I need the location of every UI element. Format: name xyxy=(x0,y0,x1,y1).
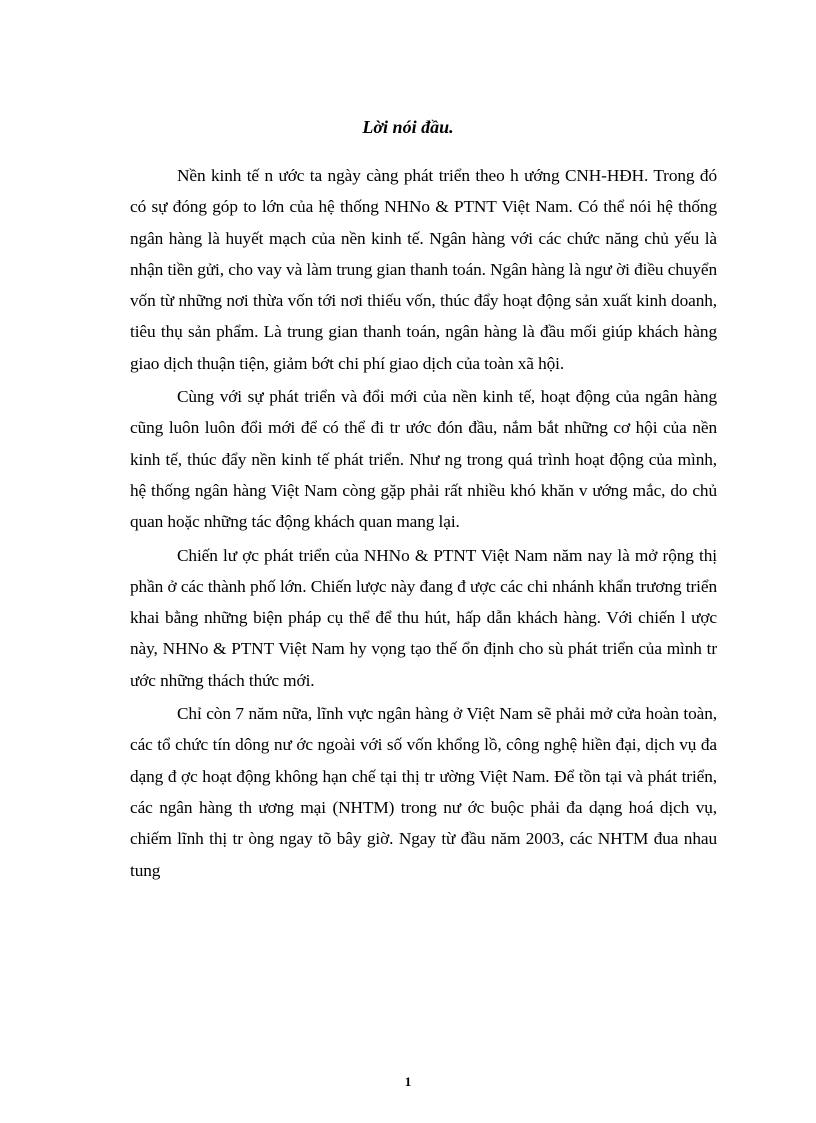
page-number: 1 xyxy=(404,1074,412,1089)
paragraph-4: Chỉ còn 7 năm nữa, lĩnh vực ngân hàng ở Việt Nam sẽ phải mở cửa hoàn toàn, các tổ chức tín dông nư ớc ngoài với số vốn khổng lồ, công nghệ hiền đại, dịch vụ đa dạng đ ợc hoạt động không hạn chế tại thị tr ường Việt Nam. Để tồn tại và phát triển, các ngân hàng th ương mại (NHTM) trong nư ớc buộc phải đa dạng hoá dịch vụ, chiếm lĩnh thị tr òng ngay tõ bây giờ. Ngay từ đầu năm 2003, các NHTM đua nhau tung xyxy=(130,704,717,880)
paragraph-2: Cùng với sự phát triển và đổi mới của nền kinh tế, hoạt động của ngân hàng cũng luôn luôn đổi mới để có thể đi tr ước đón đầu, nắm bắt những cơ hội của nền kinh tế, thúc đẩy nền kinh tế phát triển. Như ng trong quá trình hoạt động của mình, hệ thống ngân hàng Việt Nam còng gặp phải rất nhiều khó khăn v ướng mắc, do chủ quan hoặc những tác động khách quan mang lại. xyxy=(130,387,717,532)
paragraph-3: Chiến lư ợc phát triển của NHNo & PTNT Việt Nam năm nay là mở rộng thị phần ở các thành phố lớn. Chiến lược này đang đ ược các chi nhánh khẩn trương triển khai bằng những biện pháp cụ thể để thu hút, hấp dẫn khách hàng. Với chiến l ược này, NHNo & PTNT Việt Nam hy vọng tạo thế ổn định cho sù phát triển của mình tr ước những thách thức mới. xyxy=(130,545,717,690)
page-title: Lời nói đầu. xyxy=(362,117,454,137)
body-text xyxy=(130,160,717,888)
paragraph-1: Nền kinh tế n ước ta ngày càng phát triển theo h ướng CNH-HĐH. Trong đó có sự đóng góp to lớn của hệ thống NHNo & PTNT Việt Nam. Có thể nói hệ thống ngân hàng là huyết mạch của nền kinh tế. Ngân hàng với các chức năng chủ yếu là nhận tiền gửi, cho vay và làm trung gian thanh toán. Ngân hàng là ngư ời điều chuyển vốn từ những nơi thừa vốn tới nơi thiếu vốn, thúc đẩy hoạt động sản xuất kinh doanh, tiêu thụ sản phẩm. Là trung gian thanh toán, ngân hàng là đầu mối giúp khách hàng giao dịch thuận tiện, giảm bớt chi phí giao dịch của toàn xã hội. xyxy=(130,166,717,373)
